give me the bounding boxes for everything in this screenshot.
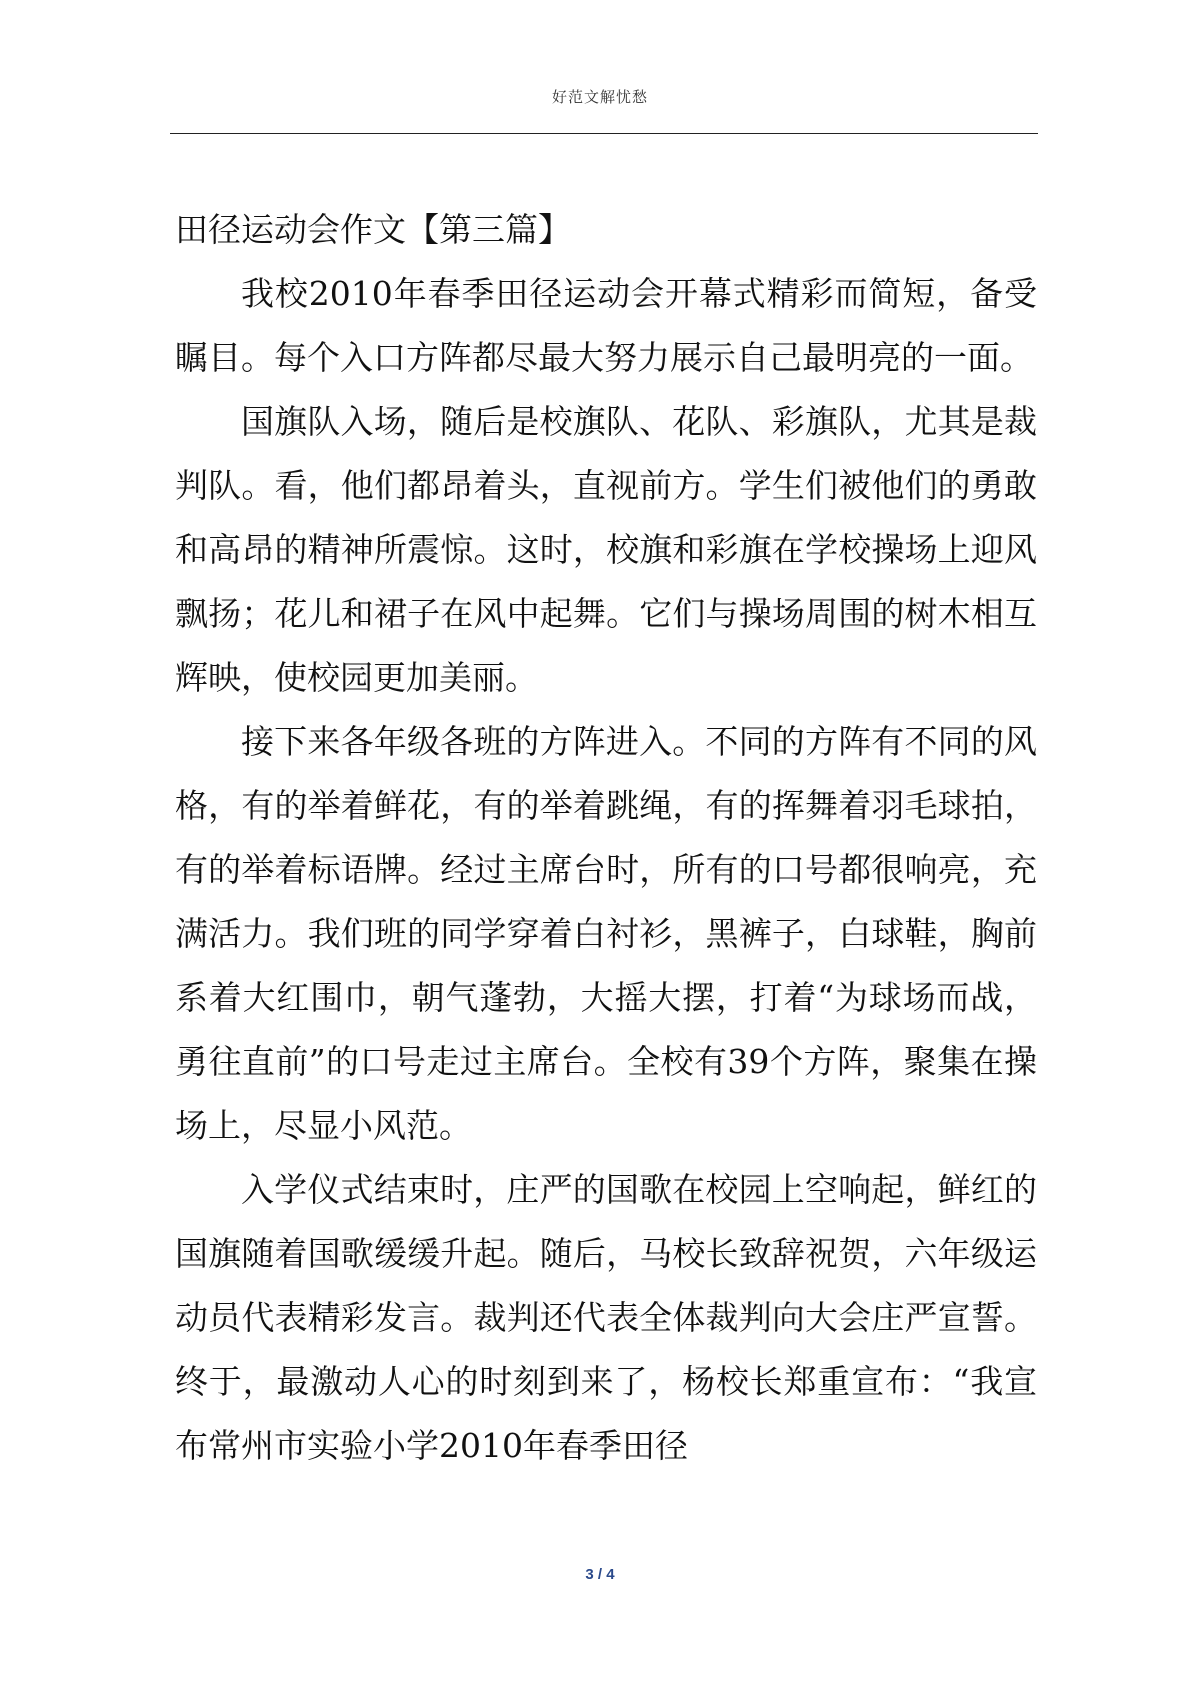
paragraph-4: 入学仪式结束时，庄严的国歌在校园上空响起，鲜红的国旗随着国歌缓缓升起。随后，马校长致辞祝贺，六年级运动员代表精彩发言。裁判还代表全体裁判向大会庄严宣誓。终于，最激动人心的时刻到来了，杨校长郑重宣布：“我宣布常州市实验小学2010年春季田径 [175, 1170, 1037, 1465]
page-number: 3 / 4 [585, 1566, 615, 1583]
header-divider [170, 133, 1038, 134]
paragraph-3: 接下来各年级各班的方阵进入。不同的方阵有不同的风格，有的举着鲜花，有的举着跳绳，有的挥舞着羽毛球拍，有的举着标语牌。经过主席台时，所有的口号都很响亮，充满活力。我们班的同学穿着白衬衫，黑裤子，白球鞋，胸前系着大红围巾，朝气蓬勃，大摇大摆，打着“为球场而战，勇往直前”的口号走过主席台。全校有39个方阵，聚集在操场上，尽显小风范。 [175, 722, 1037, 1145]
document-body [175, 198, 1037, 1478]
page-header: 好范文解忧愁 [551, 88, 648, 106]
document-title: 田径运动会作文【第三篇】 [175, 210, 571, 249]
paragraph-2: 国旗队入场，随后是校旗队、花队、彩旗队，尤其是裁判队。看，他们都昂着头，直视前方。学生们被他们的勇敢和高昂的精神所震惊。这时，校旗和彩旗在学校操场上迎风飘扬；花儿和裙子在风中起舞。它们与操场周围的树木相互辉映，使校园更加美丽。 [175, 402, 1037, 697]
paragraph-1: 我校2010年春季田径运动会开幕式精彩而简短，备受瞩目。每个入口方阵都尽最大努力展示自己最明亮的一面。 [175, 274, 1037, 377]
